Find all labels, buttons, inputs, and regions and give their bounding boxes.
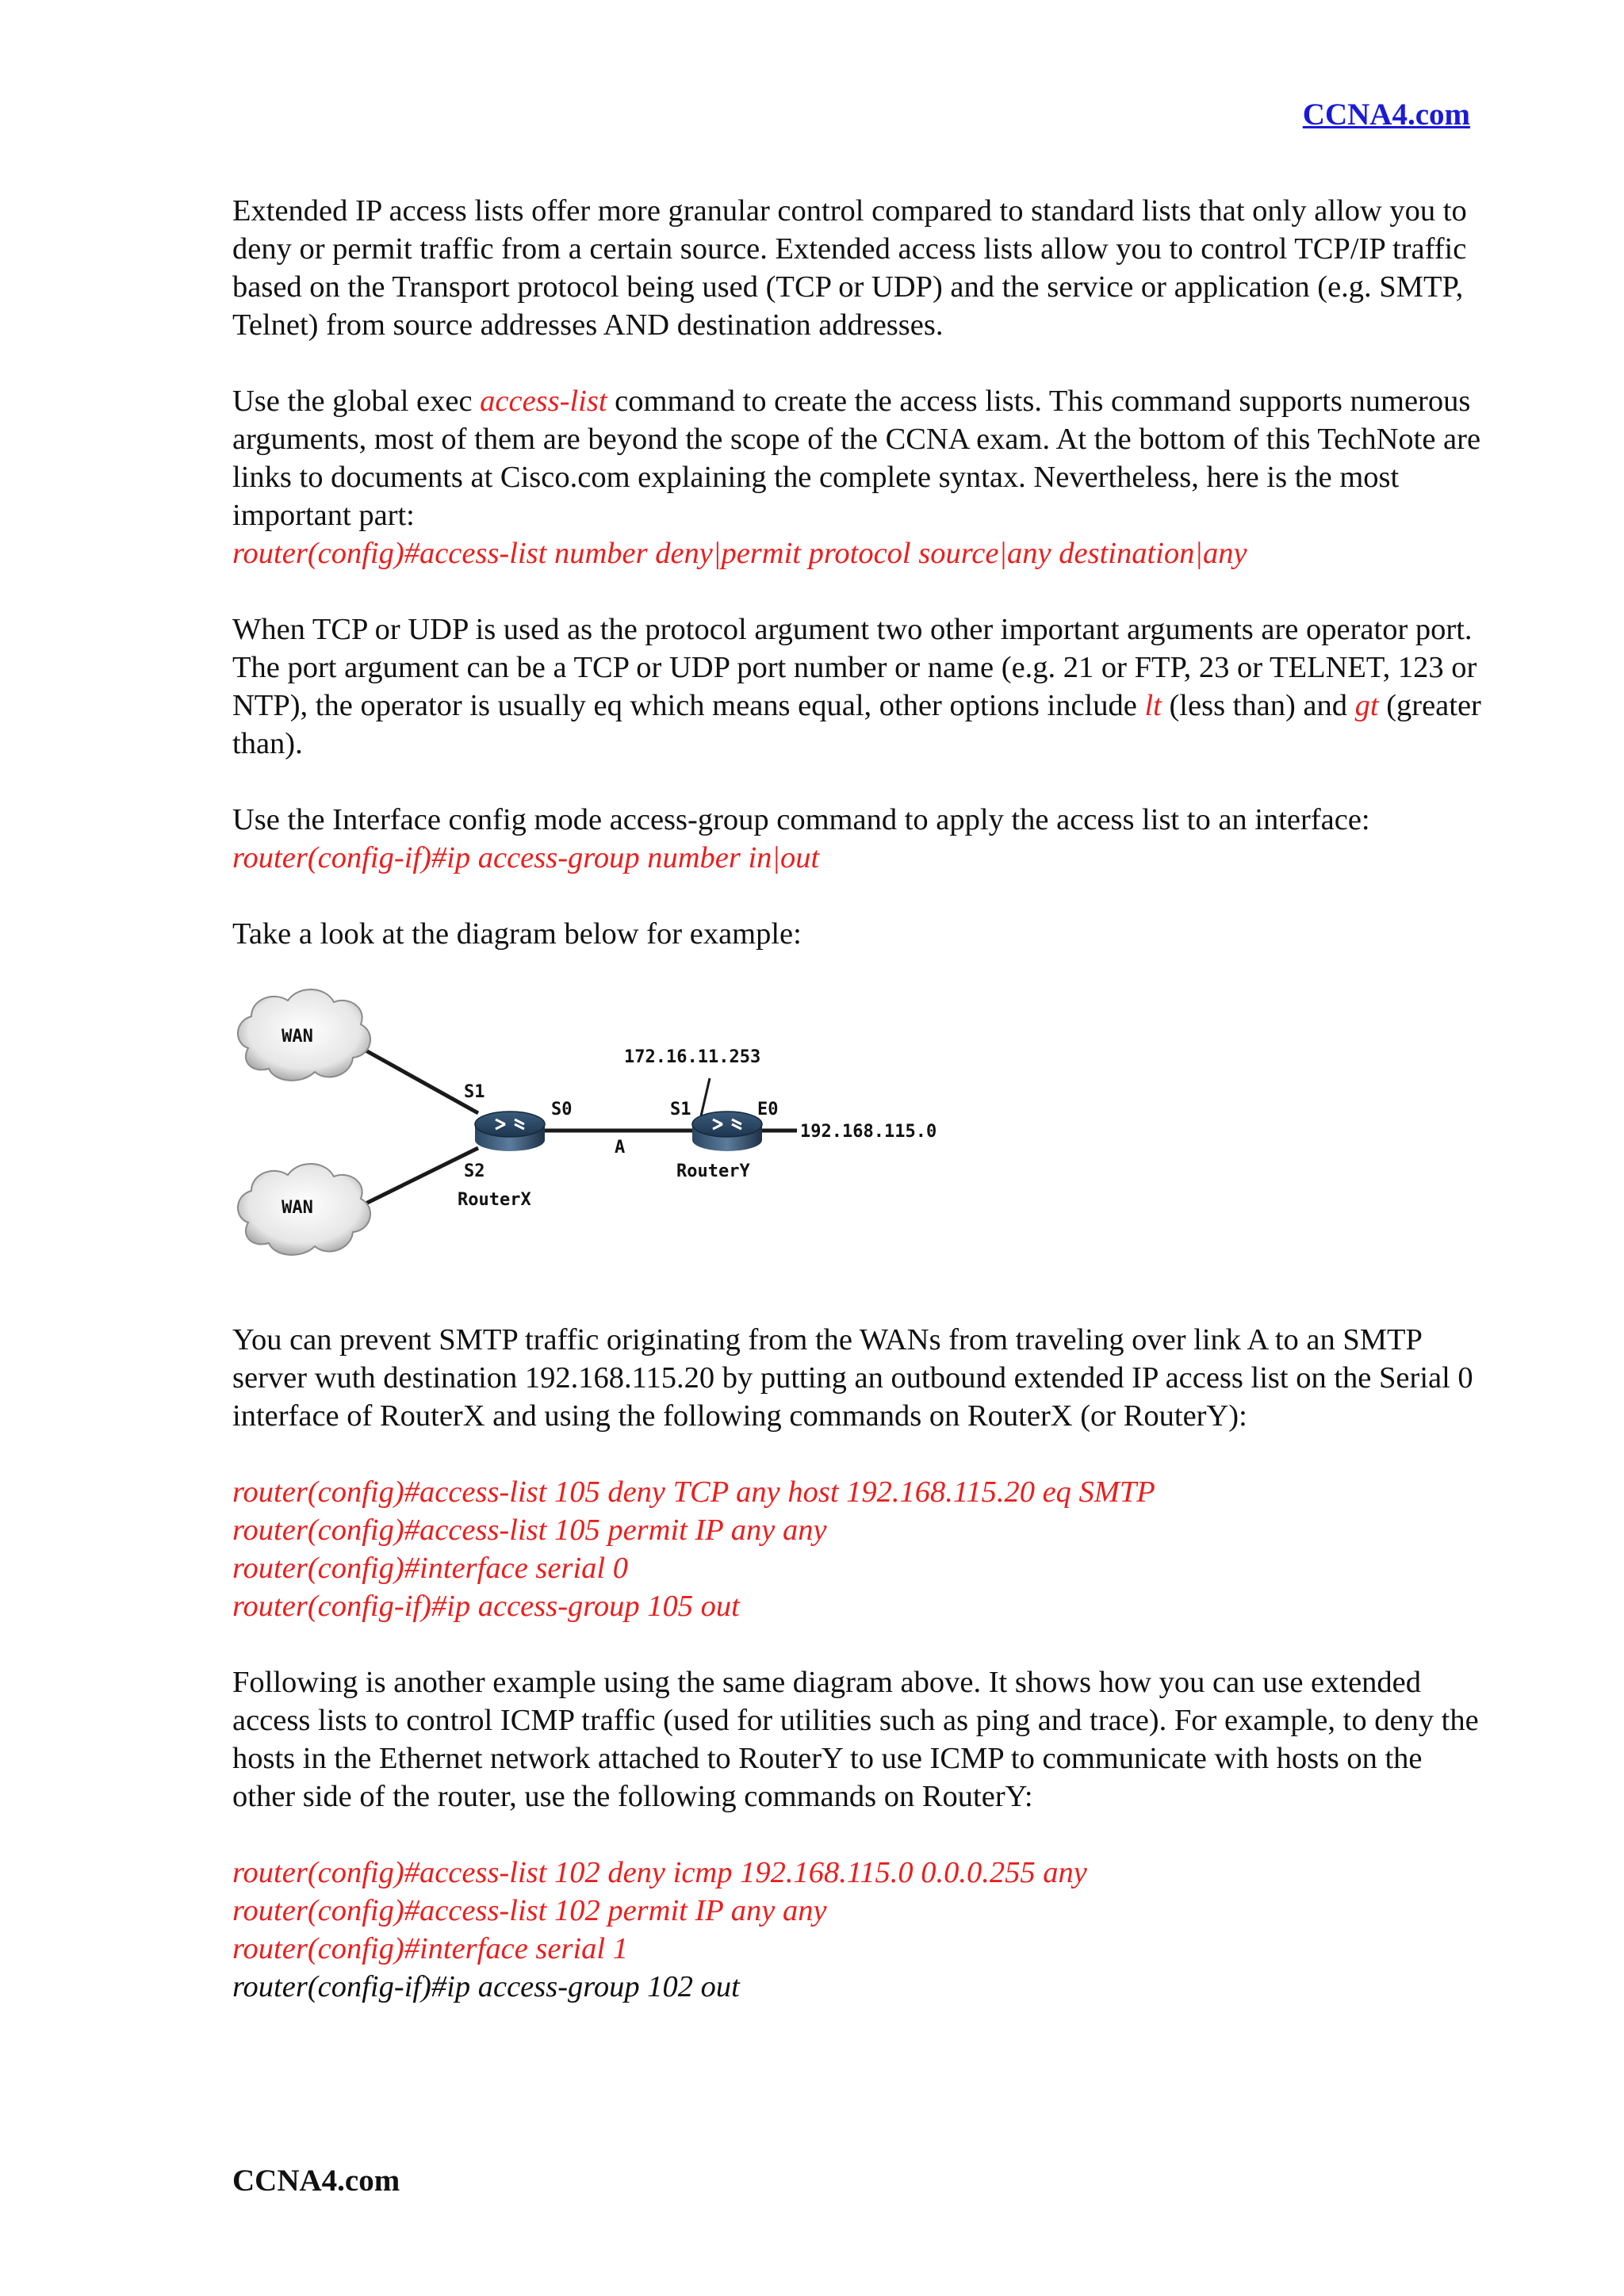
paragraph-icmp-example [232,1663,1485,1816]
syntax-line: router(config-if)#ip access-group number in|out [232,841,820,874]
paragraph-text [232,382,1485,534]
code-line: router(config)#interface serial 1 [232,1932,628,1965]
wan-top-label: WAN [282,1027,313,1047]
routery-ip-label: 172.16.11.253 [624,1047,761,1067]
paragraph-text: Use the Interface config mode access-group command to apply the access list to an interface: [232,803,1370,836]
code-block-smtp [232,1473,1485,1625]
paragraph-text: Extended IP access lists offer more granular control compared to standard lists that only allow you to deny or permit traffic from a certain source. Extended access lists allow you to control TCP/IP traffic based on the Transport protocol being used (TCP or UDP) and the service or application (e.g. SMTP, Telnet) from source addresses AND destination addresses. [232,194,1467,342]
paragraph-access-group [232,801,1485,877]
wan-bottom-label: WAN [282,1198,313,1218]
paragraph-text: You can prevent SMTP traffic originating from the WANs from traveling over link A to an SMTP server wuth destination 192.168.115.20 by putting an outbound extended IP access list on the Serial 0 interface of RouterX and using the following commands on RouterX (or RouterY): [232,1323,1473,1433]
paragraph-operator-port [232,610,1485,763]
routerx-name-label: RouterX [458,1190,531,1210]
code-line: router(config)#access-list 102 deny icmp 192.168.115.0 0.0.0.255 any [232,1856,1087,1889]
header-site-link[interactable]: CCNA4.com [1302,98,1470,132]
code-block-icmp [232,1854,1485,2006]
routery-s1-label: S1 [670,1100,691,1119]
paragraph-intro [232,192,1485,344]
command-keyword: access-list [480,385,607,418]
footer-site-name: CCNA4.com [232,2164,400,2198]
code-line: router(config)#access-list 105 deny TCP any host 192.168.115.20 eq SMTP [232,1475,1155,1509]
routerx-s0-label: S0 [551,1100,573,1119]
operator-gt: gt [1354,689,1379,722]
wan-cloud-bottom [238,1164,370,1255]
network-diagram-svg [226,980,1098,1313]
code-line: router(config)#access-list 102 permit IP any any [232,1894,827,1927]
operator-lt: lt [1144,689,1162,722]
text-run: command to create the access lists. This command supports numerous arguments, most of them are beyond the scope of the CCNA exam. At the bottom of this TechNote are links to documents at Cisco.com explaining the complete syntax. Nevertheless, here is the most important part: [232,385,1481,532]
routery-name-label: RouterY [676,1161,750,1181]
link-wan-top [353,1043,478,1113]
text-run: (less than) and [1161,689,1355,722]
wan-cloud-top [238,989,370,1081]
routery-net-label: 192.168.115.0 [800,1122,937,1142]
code-line: router(config-if)#ip access-group 102 out [232,1970,740,2003]
syntax-line: router(config)#access-list number deny|permit protocol source|any destination|any [232,537,1247,570]
paragraph-text: Take a look at the diagram below for example: [232,917,802,951]
routerx-s2-label: S2 [464,1161,485,1181]
paragraph-smtp-example [232,1321,1485,1435]
code-line: router(config)#access-list 105 permit IP any any [232,1513,827,1547]
paragraph-diagram-intro [232,915,1485,953]
paragraph-text: Following is another example using the same diagram above. It shows how you can use extended access lists to control ICMP traffic (used for utilities such as ping and trace). For example, to deny the hosts in the Ethernet network attached to RouterY to use ICMP to communicate with hosts on the other side of the router, use the following commands on RouterY: [232,1666,1479,1813]
routerx-s1-label: S1 [464,1082,485,1102]
paragraph-text [232,610,1485,763]
routery-icon [692,1112,762,1151]
text-run: (greater than). [232,689,1481,760]
text-run: When TCP or UDP is used as the protocol argument two other important arguments are operator port. The port argument can be a TCP or UDP port number or name (e.g. 21 or FTP, 23 or TELNET, 123 or NTP), the operator is usually eq which means equal, other options include [232,613,1477,722]
routerx-icon [475,1112,545,1151]
network-diagram [226,980,1485,1313]
code-line: router(config-if)#ip access-group 105 out [232,1590,740,1623]
routery-e0-label: E0 [757,1100,779,1119]
text-run: Use the global exec [232,385,481,418]
code-line: router(config)#interface serial 0 [232,1552,628,1585]
paragraph-access-list-command [232,382,1485,572]
document-body [232,192,1485,2044]
link-a-label: A [615,1138,626,1158]
